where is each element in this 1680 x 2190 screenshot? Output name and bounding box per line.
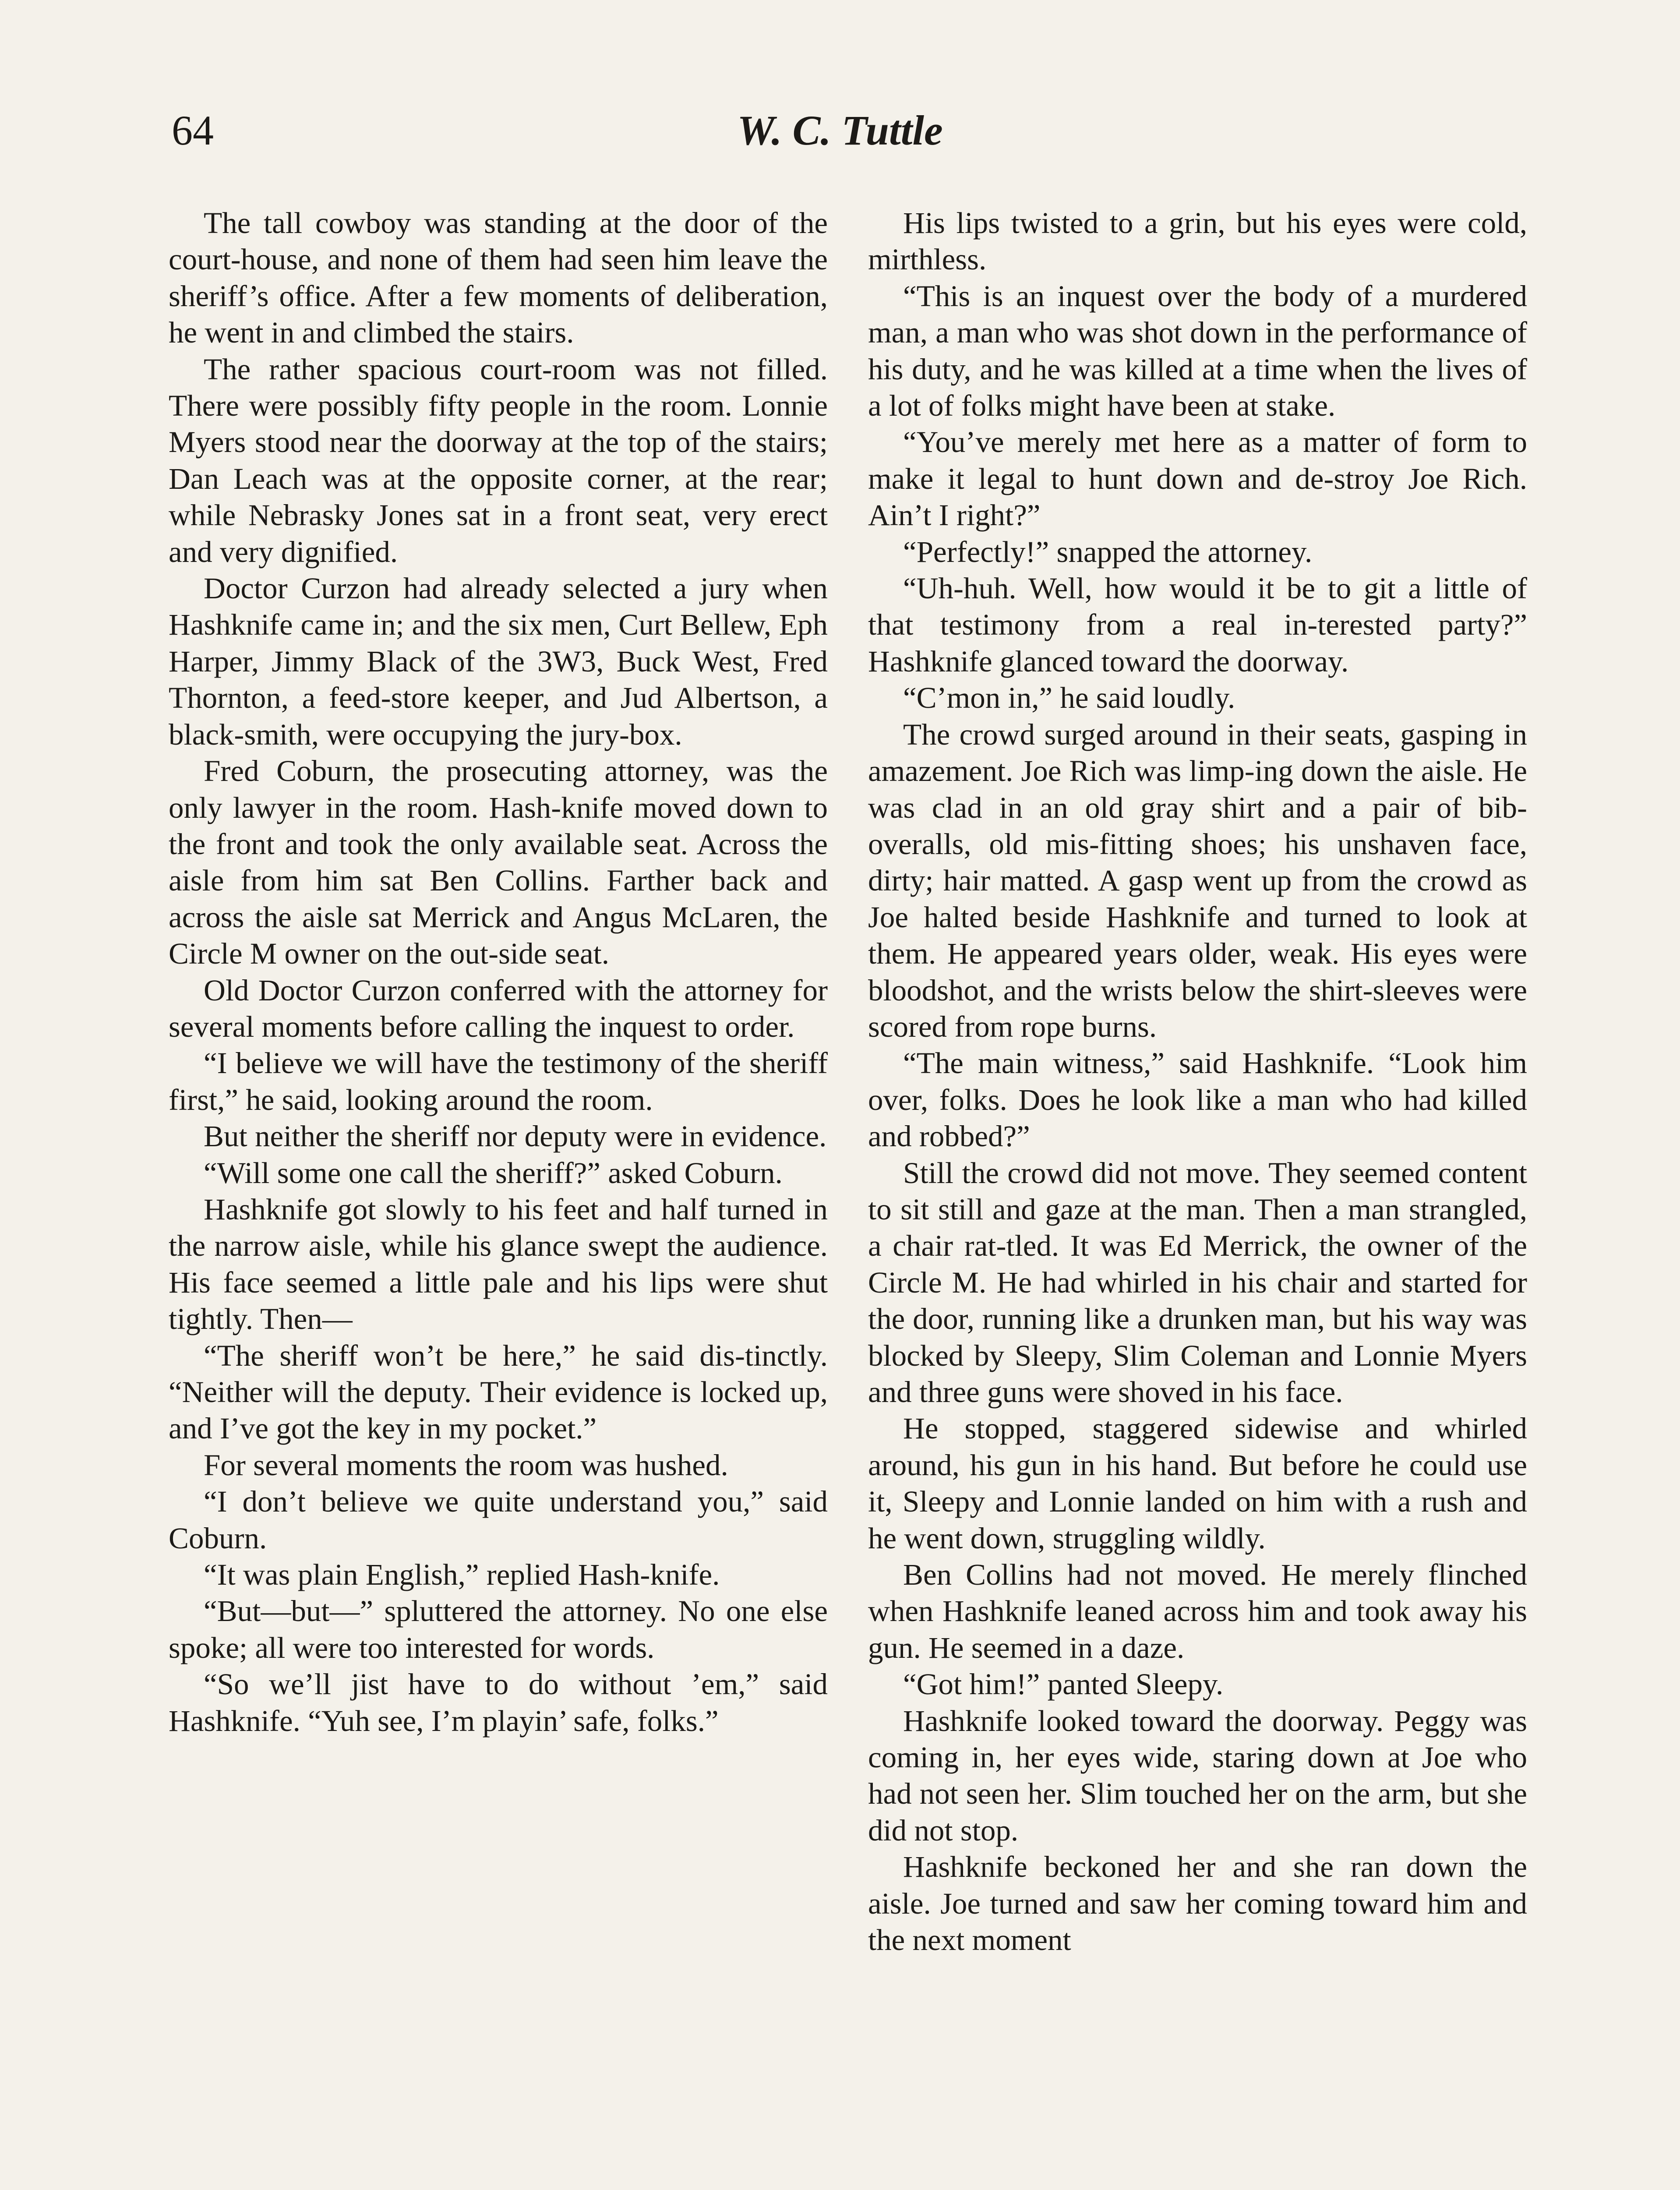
paragraph: “Got him!” panted Sleepy.	[903, 1667, 1224, 1701]
paragraph: “I believe we will have the testimony of the sheriff first,” he said, looking around the room.	[169, 1046, 828, 1116]
left-column	[169, 205, 828, 1739]
paragraph: “You’ve merely met here as a matter of form to make it legal to hunt down and de-stroy Joe Rich. Ain’t I right?”	[868, 425, 1527, 532]
paragraph: Ben Collins had not moved. He merely flinched when Hashknife leaned across him and took away his gun. He seemed in a daze.	[868, 1558, 1527, 1664]
paragraph: Hashknife got slowly to his feet and half turned in the narrow aisle, while his glance swept the audience. His face seemed a little pale and his lips were shut tightly. Then—	[169, 1192, 828, 1336]
paragraph: But neither the sheriff nor deputy were in evidence.	[204, 1120, 827, 1153]
page-number: 64	[172, 107, 214, 154]
paragraph: “This is an inquest over the body of a murdered man, a man who was shot down in the performance of his duty, and he was killed at a time when the lives of a lot of folks might have been at stake.	[868, 279, 1527, 423]
paragraph: For several moments the room was hushed.	[204, 1448, 728, 1482]
paragraph: He stopped, staggered sidewise and whirled around, his gun in his hand. But before he could use it, Sleepy and Lonnie landed on him with a rush and he went down, struggling wildly.	[868, 1412, 1527, 1555]
paragraph: Still the crowd did not move. They seemed content to sit still and gaze at the man. Then a man strangled, a chair rat-tled. It was Ed Merrick, the owner of the Circle M. He had whirled in his chair and started for the door, running like a drunken man, but his way was blocked by Sleepy, Slim Coleman and Lonnie Myers and three guns were shoved in his face.	[868, 1156, 1527, 1409]
paragraph: “It was plain English,” replied Hash-knife.	[204, 1558, 720, 1592]
paragraph: “Will some one call the sheriff?” asked Coburn.	[204, 1156, 783, 1190]
right-column	[868, 205, 1527, 1959]
paragraph: Old Doctor Curzon conferred with the attorney for several moments before calling the inquest to order.	[169, 973, 828, 1043]
paragraph: “Uh-huh. Well, how would it be to git a little of that testimony from a real in-terested party?” Hashknife glanced toward the doorway.	[868, 572, 1527, 678]
paragraph: The rather spacious court-room was not filled. There were possibly fifty people in the room. Lonnie Myers stood near the doorway at the top of the stairs; Dan Leach was at the opposite corner, at the rear; while Nebrasky Jones sat in a front seat, very erect and very dignified.	[169, 352, 828, 569]
paragraph: “I don’t believe we quite understand you,” said Coburn.	[169, 1485, 828, 1555]
paragraph: The tall cowboy was standing at the door of the court-house, and none of them had seen him leave the sheriff’s office. After a few moments of deliberation, he went in and climbed the stairs.	[169, 206, 828, 350]
paragraph: “So we’ll jist have to do without ’em,” said Hashknife. “Yuh see, I’m playin’ safe, folks.”	[169, 1667, 828, 1738]
paragraph: His lips twisted to a grin, but his eyes were cold, mirthless.	[868, 206, 1527, 276]
paragraph: The crowd surged around in their seats, gasping in amazement. Joe Rich was limp-ing down the aisle. He was clad in an old gray shirt and a pair of bib-overalls, old mis-fitting shoes; his unshaven face, dirty; hair matted. A gasp went up from the crowd as Joe halted beside Hashknife and turned to look at them. He appeared years older, weak. His eyes were bloodshot, and the wrists below the shirt-sleeves were scored from rope burns.	[868, 717, 1527, 1043]
paragraph: Hashknife looked toward the doorway. Peggy was coming in, her eyes wide, staring down at Joe who had not seen her. Slim touched her on the arm, but she did not stop.	[868, 1704, 1527, 1847]
paragraph: Fred Coburn, the prosecuting attorney, was the only lawyer in the room. Hash-knife moved down to the front and took the only available seat. Across the aisle from him sat Ben Collins. Farther back and across the aisle sat Merrick and Angus McLaren, the Circle M owner on the out-side seat.	[169, 754, 828, 971]
running-head-title: W. C. Tuttle	[737, 107, 943, 154]
paragraph: Hashknife beckoned her and she ran down the aisle. Joe turned and saw her coming toward him and the next moment	[868, 1850, 1527, 1957]
paragraph: “The main witness,” said Hashknife. “Look him over, folks. Does he look like a man who had killed and robbed?”	[868, 1046, 1527, 1153]
paragraph: Doctor Curzon had already selected a jury when Hashknife came in; and the six men, Curt Bellew, Eph Harper, Jimmy Black of the 3W3, Buck West, Fred Thornton, a feed-store keeper, and Jud Albertson, a black-smith, were occupying the jury-box.	[169, 572, 828, 751]
paragraph: “C’mon in,” he said loudly.	[903, 681, 1235, 715]
paragraph: “But—but—” spluttered the attorney. No one else spoke; all were too interested for words.	[169, 1594, 828, 1664]
paragraph: “The sheriff won’t be here,” he said dis-tinctly. “Neither will the deputy. Their evidence is locked up, and I’ve got the key in my pocket.”	[169, 1339, 828, 1445]
paragraph: “Perfectly!” snapped the attorney.	[903, 535, 1313, 569]
